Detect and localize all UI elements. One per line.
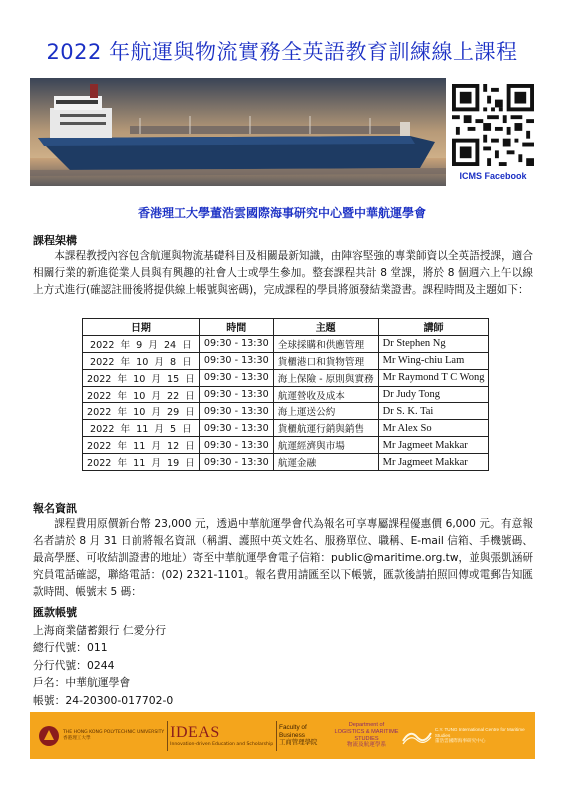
cell-lecturer: Dr S. K. Tai xyxy=(378,403,489,420)
bank-heading: 匯款帳號 xyxy=(33,606,77,619)
cell-time: 09:30 - 13:30 xyxy=(199,386,273,403)
icms-wave-icon xyxy=(402,727,432,745)
cell-time: 09:30 - 13:30 xyxy=(199,369,273,386)
cell-lecturer: Mr Jagmeet Makkar xyxy=(378,454,489,471)
cell-date: 2022 年 10 月 22 日 xyxy=(83,386,200,403)
ideas-wordmark: IDEAS xyxy=(170,723,220,741)
cell-topic: 全球採購和供應管理 xyxy=(273,335,378,352)
cell-time: 09:30 - 13:30 xyxy=(199,352,273,369)
cell-topic: 海上保險 - 原則與實務 xyxy=(273,369,378,386)
table-row xyxy=(83,335,489,352)
sponsor-logo-band xyxy=(30,712,535,759)
table-row xyxy=(83,403,489,420)
schedule-header-row xyxy=(83,319,489,336)
cell-lecturer: Dr Stephen Ng xyxy=(378,335,489,352)
col-header-topic: 主題 xyxy=(273,319,378,336)
cell-date: 2022 年 11 月 19 日 xyxy=(83,454,200,471)
cell-time: 09:30 - 13:30 xyxy=(199,335,273,352)
cell-date: 2022 年 11 月 12 日 xyxy=(83,437,200,454)
col-header-lecturer: 講師 xyxy=(378,319,489,336)
table-row xyxy=(83,454,489,471)
icms-logo xyxy=(402,727,527,745)
table-row xyxy=(83,420,489,437)
cell-topic: 航運營收及成本 xyxy=(273,386,378,403)
organizer-subtitle: 香港理工大學董浩雲國際海事研究中心暨中華航運學會 xyxy=(137,206,426,220)
course-description: 本課程教授內容包含航運與物流基礎科目及相關最新知識，由陣容堅強的專業師資以全英語授課，適合相關行業的新進從業人員與有興趣的社會人士或學生參加。整套課程共計 8 堂課，將於 8 個週六上午以線上方式進行(確認註冊後將提供線上帳號與密碼)，完成課程的學員將頒發結業證書。課程時間及主題如下： xyxy=(33,250,533,296)
bank-head-code: 總行代號：011 xyxy=(33,641,108,655)
cell-lecturer: Dr Judy Tong xyxy=(378,386,489,403)
cell-topic: 航運經濟與市場 xyxy=(273,437,378,454)
cell-time: 09:30 - 13:30 xyxy=(199,403,273,420)
ideas-tagline: Innovation-driven Education and Scholarship xyxy=(170,741,274,747)
ship-photo xyxy=(30,78,446,186)
icms-name-zh: 董浩雲國際海事研究中心 xyxy=(434,738,486,744)
fob-name-zh: 工商管理學院 xyxy=(279,739,318,747)
table-row xyxy=(83,352,489,369)
cell-date: 2022 年 10 月 15 日 xyxy=(83,369,200,386)
cell-lecturer: Mr Wing-chiu Lam xyxy=(378,352,489,369)
polyu-logo xyxy=(38,725,164,747)
cell-lecturer: Mr Jagmeet Makkar xyxy=(378,437,489,454)
cell-topic: 貨櫃港口和貨物管理 xyxy=(273,352,378,369)
page-title: 2022 年航運與物流實務全英語教育訓練線上課程 xyxy=(46,40,518,64)
table-row xyxy=(83,369,489,386)
cell-date: 2022 年 10 月 8 日 xyxy=(83,352,200,369)
fob-name-en: Faculty of Business xyxy=(279,724,307,739)
schedule-table xyxy=(82,318,489,471)
table-row xyxy=(83,437,489,454)
table-row xyxy=(83,386,489,403)
col-header-date: 日期 xyxy=(83,319,200,336)
cell-topic: 航運金融 xyxy=(273,454,378,471)
bank-name: 上海商業儲蓄銀行 仁愛分行 xyxy=(33,624,166,637)
cell-lecturer: Mr Alex So xyxy=(378,420,489,437)
cell-time: 09:30 - 13:30 xyxy=(199,437,273,454)
ideas-logo xyxy=(170,724,273,747)
polyu-name-zh: 香港理工大學 xyxy=(63,735,91,741)
logo-divider xyxy=(167,721,168,751)
faculty-of-business-logo xyxy=(279,724,331,747)
cell-time: 09:30 - 13:30 xyxy=(199,454,273,471)
cell-date: 2022 年 11 月 5 日 xyxy=(83,420,200,437)
cell-date: 2022 年 10 月 29 日 xyxy=(83,403,200,420)
bank-account-number: 帳號：24-20300-017702-0 xyxy=(33,693,174,707)
bank-branch-code: 分行代號：0244 xyxy=(33,658,115,672)
logo-divider xyxy=(276,721,277,751)
bank-account-name: 戶名：中華航運學會 xyxy=(33,676,131,690)
lms-name-en: Department of LOGISTICS & MARITIME STUDIES xyxy=(334,722,399,742)
registration-heading: 報名資訊 xyxy=(33,502,77,515)
registration-text: 課程費用原價新台幣 23,000 元，透過中華航運學會代為報名可享專屬課程優惠價 6,000 元。有意報名者請於 8 月 31 日前將報名資訊（稱謂、護照中英文姓名、服務單位、職稱、E-mail 信箱、手機號碼、最高學歷、可收結訓證書的地址）寄至中華航運學會電子信箱：public@maritime.org.tw，並與張凱涵研究員電話確認，聯絡電話：(02) 2321-1101。報名費用請匯至以下帳號，匯款後請拍照回傳或電郵告知匯款時間、帳號末 5 碼： xyxy=(33,518,533,598)
bank-details xyxy=(33,622,173,709)
qr-label: ICMS Facebook xyxy=(459,171,527,181)
cell-topic: 貨櫃航運行銷與銷售 xyxy=(273,420,378,437)
cell-lecturer: Mr Raymond T C Wong xyxy=(378,369,489,386)
cell-date: 2022 年 9 月 24 日 xyxy=(83,335,200,352)
polyu-emblem-icon xyxy=(38,725,60,747)
qr-code-block xyxy=(452,84,534,181)
lms-name-zh: 物流及航運學系 xyxy=(346,742,387,749)
icms-name-en: C.Y. TUNG International Centre for Maritime Studies xyxy=(434,727,525,738)
col-header-time: 時間 xyxy=(199,319,273,336)
lms-department-logo xyxy=(333,722,399,748)
polyu-name-en: THE HONG KONG POLYTECHNIC UNIVERSITY xyxy=(63,730,165,736)
cell-time: 09:30 - 13:30 xyxy=(199,420,273,437)
qr-code-icon[interactable] xyxy=(452,84,534,166)
cell-topic: 海上運送公約 xyxy=(273,403,378,420)
course-heading: 課程架構 xyxy=(33,234,77,247)
